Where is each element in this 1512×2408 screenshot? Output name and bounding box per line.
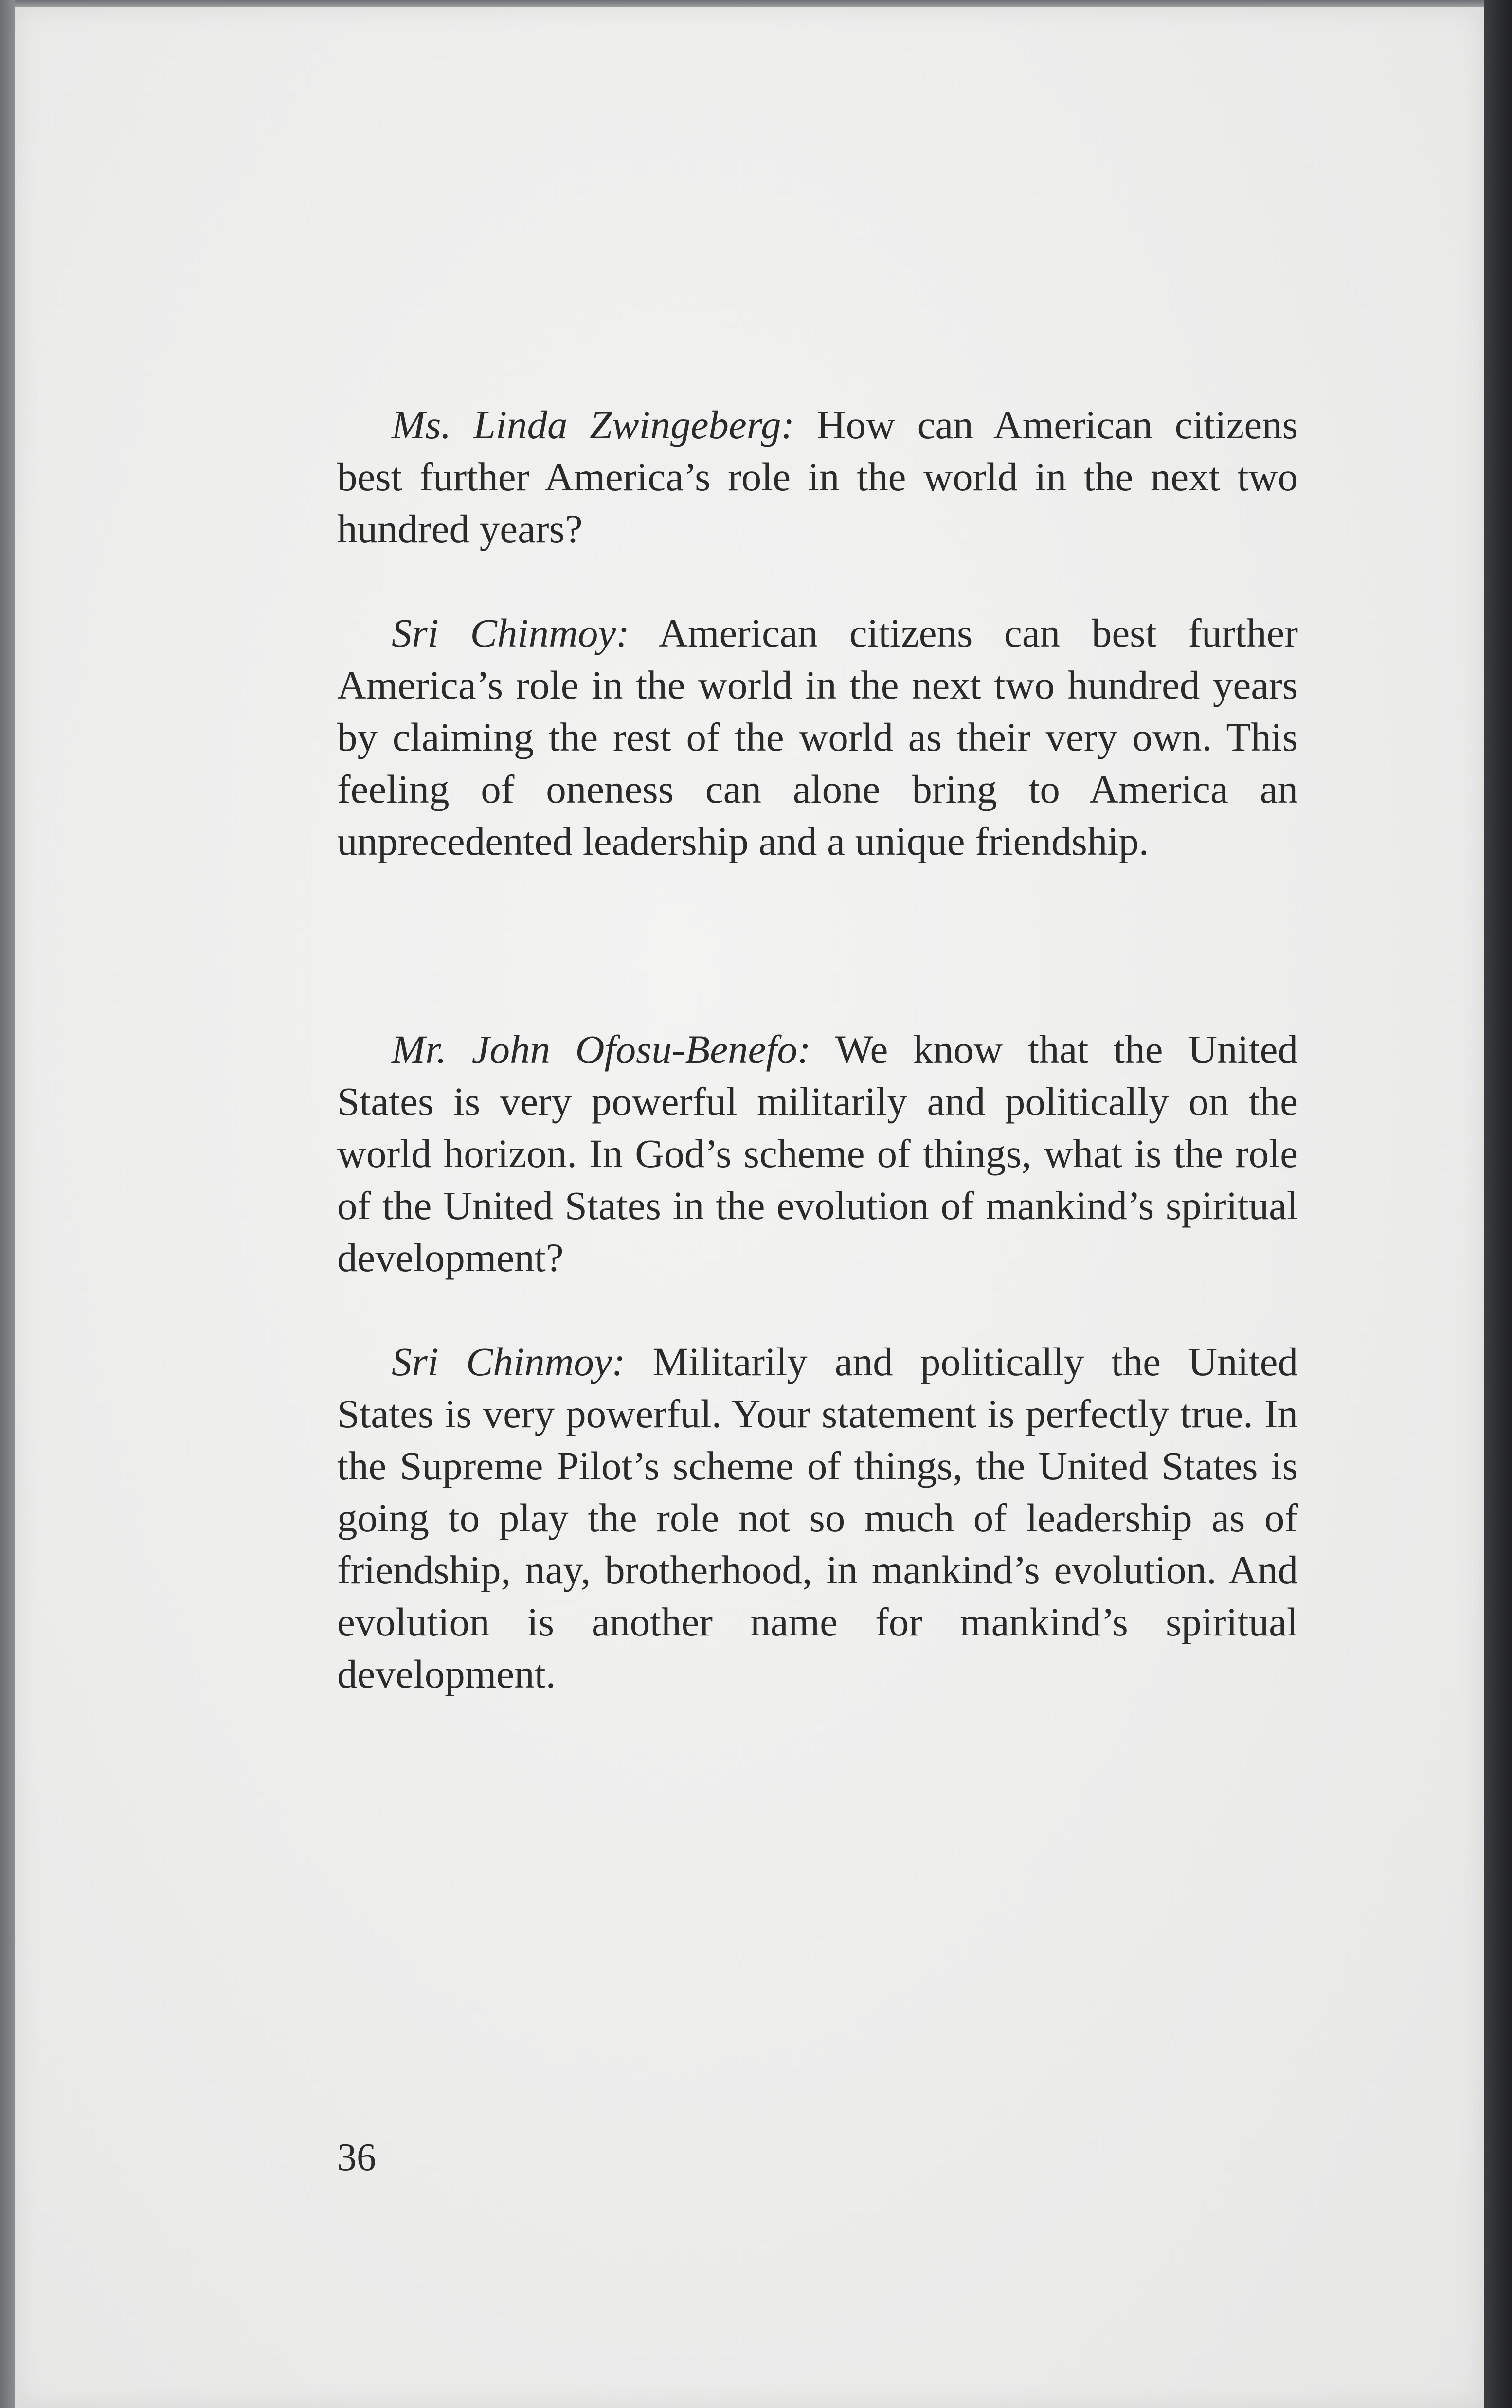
speaker-label: Sri Chinmoy:	[392, 611, 630, 655]
question-paragraph-2	[337, 1024, 1298, 1284]
section-spacer	[337, 867, 1298, 1024]
paragraph-text: We know that the United States is very powerful militarily and politically on the world horizon. In God’s scheme of things, what is the role of the United States in the evolution of mankind’s spiritual development?	[337, 1027, 1298, 1280]
scan-edge-right	[1484, 0, 1512, 2408]
paragraph-spacer	[337, 1284, 1298, 1336]
speaker-label: Ms. Linda Zwingeberg:	[392, 402, 795, 447]
page-body	[337, 399, 1298, 1700]
paragraph-text: Militarily and politically the United States is very powerful. Your statement is perfectly true. In the Supreme Pilot’s scheme of things, the United States is going to play the role not so much of leadership as of friendship, nay, brotherhood, in mankind’s evolution. And evolution is another name for mankind’s spiritual development.	[337, 1339, 1298, 1696]
paragraph-text: American citizens can best further America’s role in the world in the next two hundred years by claiming the rest of the world as their very own. This feeling of oneness can alone bring to America an unprecedented leadership and a unique friendship.	[337, 611, 1298, 863]
paragraph-spacer	[337, 555, 1298, 607]
page-number: 36	[337, 2136, 376, 2179]
question-paragraph-1	[337, 399, 1298, 555]
speaker-label: Sri Chinmoy:	[392, 1339, 626, 1384]
answer-paragraph-1	[337, 607, 1298, 867]
answer-paragraph-2	[337, 1336, 1298, 1700]
speaker-label: Mr. John Ofosu-Benefo:	[392, 1027, 811, 1072]
paragraph-text: How can American citizens best further America’s role in the world in the next two hundred years?	[337, 402, 1298, 551]
scan-edge-top	[0, 0, 1512, 7]
scan-edge-left	[0, 0, 15, 2408]
